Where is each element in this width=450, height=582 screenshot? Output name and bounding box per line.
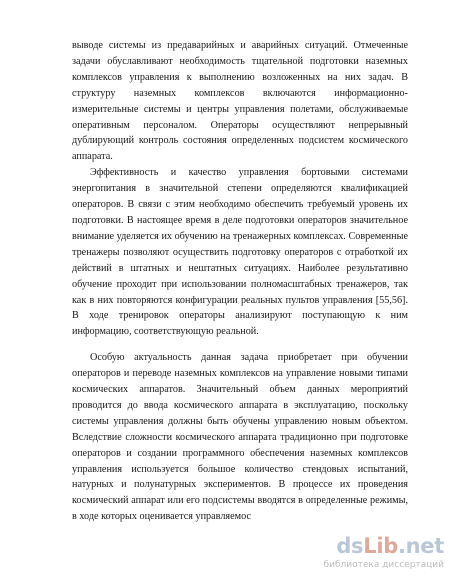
watermark-logo-lib: Lib xyxy=(363,534,398,558)
watermark-logo-net: .net xyxy=(397,534,444,558)
document-page xyxy=(72,38,408,525)
watermark-logo-ds: ds xyxy=(336,534,364,558)
paragraph-2: Эффективность и качество управления бортовыми системами энергопитания в значительной степени определяются квалификацией операторов. В связи с этим необходимо обеспечить требуемый уровень их подготовки. В настоящее время в деле подготовки операторов значительное внимание уделяется их обучению на тренажерных комплексах. Современные тренажеры позволяют осуществить подготовку операторов с отработкой их действий в штатных и нештатных ситуациях. Наиболее результативно обучение проходит при использовании полномасштабных тренажеров, так как в них повторяются конфигурации реальных пультов управления [55,56]. В ходе тренировок операторы анализируют поступающую к ним информацию, соответствующую реальной. xyxy=(72,167,408,338)
paragraph-1: выводе системы из предаварийных и аварийных ситуаций. Отмеченные задачи обуславливают необходимость тщательной подготовки наземных комплексов управления к выполнению возложенных на них задач. В структуру наземных комплексов включаются информационно-измерительные системы и центры управления полетами, обслуживаемые оперативным персоналом. Операторы осуществляют непрерывный дублирующий контроль состояния определенных подсистем космического аппарата. xyxy=(72,40,408,163)
paragraph-3: Особую актуальность данная задача приобретает при обучении операторов и переводе наземных комплексов на управление новыми типами космических аппаратов. Значительный объем данных мероприятий проводится до ввода космического аппарата в эксплуатацию, поскольку системы управления должны быть обучены управлению новым объектом. Вследствие сложности космического аппарата традиционно при подготовке операторов и создании программного обеспечения наземных комплексов управления используется большое количество стендовых испытаний, натурных и полунатурных экспериментов. В процессе их проведения космический аппарат или его подсистемы вводятся в определенные режимы, в ходе которых оценивается управляемос xyxy=(72,352,408,523)
watermark-logo xyxy=(336,534,444,558)
dslib-watermark xyxy=(323,534,444,574)
watermark-subtitle: библиотека диссертаций xyxy=(323,560,444,570)
